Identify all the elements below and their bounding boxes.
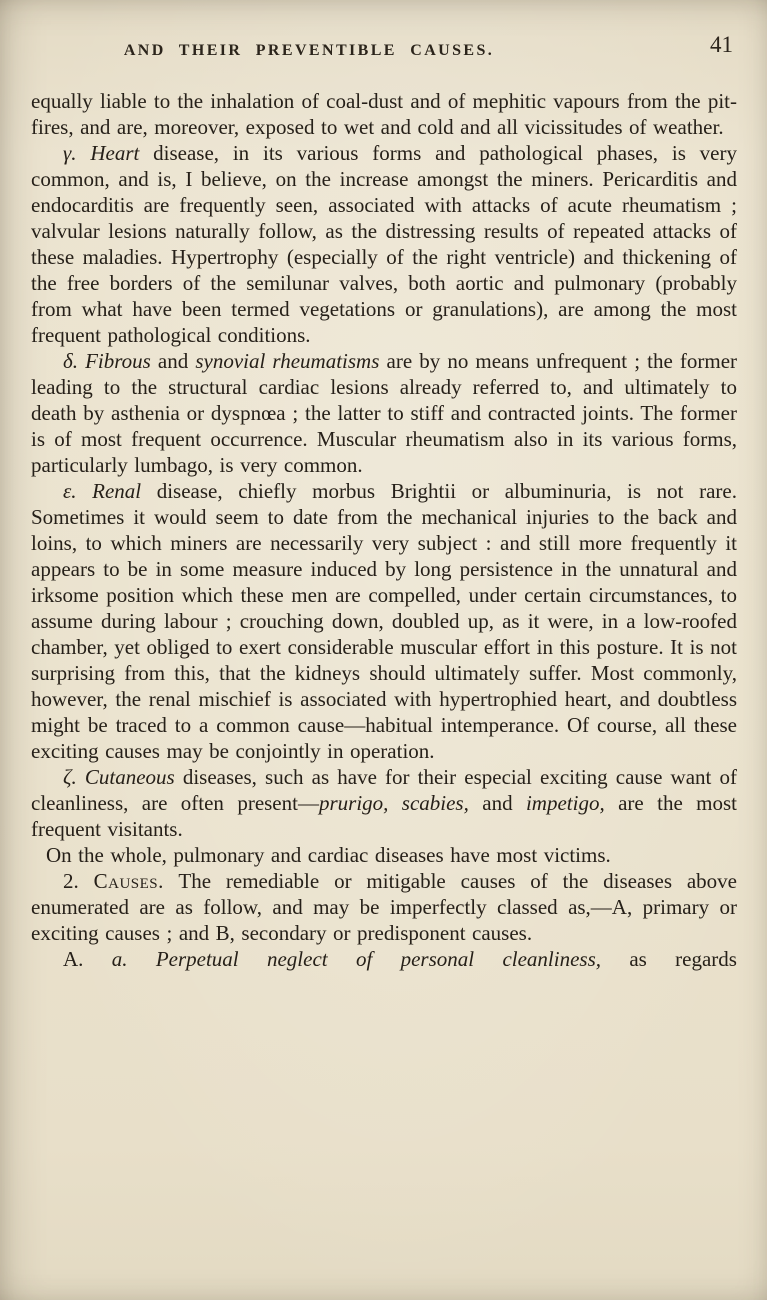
paragraph — [31, 946, 737, 972]
text-run: γ. Heart — [63, 141, 140, 165]
text-run: synovial rheumatisms — [195, 349, 380, 373]
text-run: as regards — [601, 947, 737, 971]
text-run: On the whole, pulmonary and cardiac diseases have most victims. — [46, 843, 611, 867]
paragraph — [31, 140, 737, 348]
paragraph — [31, 88, 737, 140]
text-run: disease, in its various forms and pathological phases, is very common, and is, I believe, on the increase amongst the miners. Pericarditis and endocarditis are frequently seen, associated with attacks of acute rheumatism ; valvular lesions naturally follow, as the distressing results of repeated attacks of these maladies. Hypertrophy (especially of the right ventricle) and thickening of the free borders of the semilunar valves, both aortic and pulmonary (probably from what have been termed vegetations or granulations), are among the most frequent pathological conditions. — [31, 141, 737, 347]
paragraph — [31, 478, 737, 764]
text-run: δ. Fibrous — [63, 349, 151, 373]
text-run: 2. — [63, 869, 94, 893]
text-run: are the most frequent visitants. — [31, 791, 737, 841]
text-run: a. Perpetual neglect of personal cleanliness, — [111, 947, 602, 971]
text-run: equally liable to the inhalation of coal-dust and of mephitic vapours from the pit-fires, and are, moreover, exposed to wet and cold and all vicissitudes of weather. — [31, 89, 737, 139]
text-run: prurigo, scabies, — [318, 791, 469, 815]
text-run: are by no means unfrequent ; the former leading to the structural cardiac lesions already referred to, and ultimately to death by asthenia or dyspnœa ; the latter to stiff and contracted joints. The former is of most frequent occurrence. Muscular rheumatism also in its various forms, particularly lumbago, is very common. — [31, 349, 738, 477]
running-header: AND THEIR PREVENTIBLE CAUSES. — [123, 42, 495, 59]
text-run: and — [468, 791, 526, 815]
text-run: ζ. Cutaneous — [63, 765, 175, 789]
paragraph — [31, 348, 737, 478]
text-run: A. — [63, 947, 112, 971]
text-run: Causes. — [93, 869, 164, 893]
text-run: The remediable or mitigable causes of the diseases above enumerated are as follow, and may be imperfectly classed as,—A, primary or exciting causes ; and B, secondary or predisponent causes. — [31, 869, 737, 945]
text-run: disease, chiefly morbus Brightii or albuminuria, is not rare. Sometimes it would seem to date from the mechanical injuries to the back and loins, to which miners are necessarily very subject : and still more frequently it appears to be in some measure induced by long persistence in the unnatural and irksome position which these men are compelled, under certain circumstances, to assume during labour ; crouching down, doubled up, as it were, in a low-roofed chamber, yet obliged to exert considerable muscular effort in this posture. It is not surprising from this, that the kidneys should ultimately suffer. Most commonly, however, the renal mischief is associated with hypertrophied heart, and doubtless might be traced to a common cause—habitual intemperance. Of course, all these exciting causes may be conjointly in operation. — [31, 479, 737, 763]
page-body — [31, 88, 737, 972]
paragraph — [31, 842, 737, 868]
text-run: diseases, such as have for their especial exciting cause want of cleanliness, are often present— — [31, 765, 737, 815]
paragraph — [31, 868, 737, 946]
text-run: impetigo, — [525, 791, 605, 815]
paragraph — [31, 764, 737, 842]
page-number: 41 — [710, 32, 733, 57]
text-run: ε. Renal — [63, 479, 142, 503]
page-header — [31, 32, 737, 68]
text-run: and — [150, 349, 196, 373]
